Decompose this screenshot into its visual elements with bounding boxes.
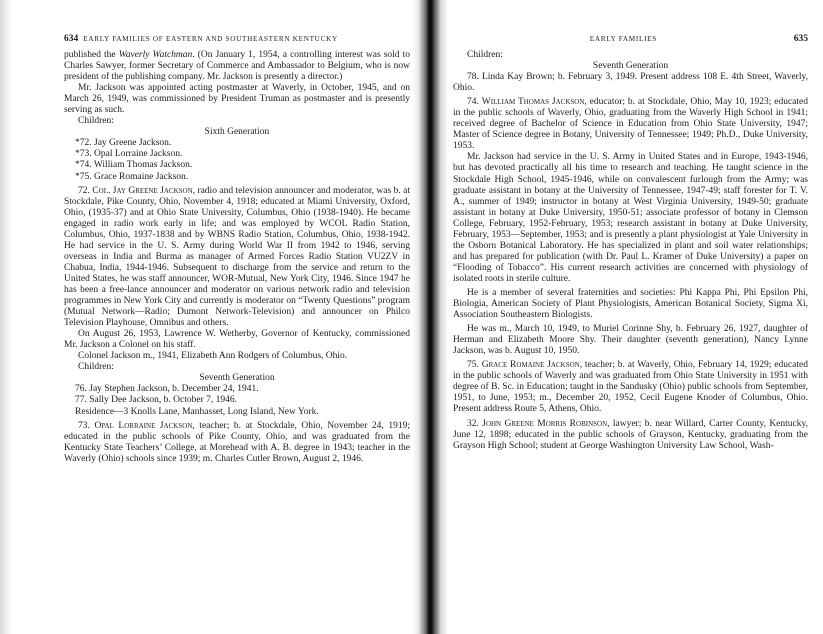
list-item: *74. William Thomas Jackson. (75, 160, 193, 171)
page-number-right: 635 (793, 34, 808, 44)
generation-heading-seventh: Seventh Generation (592, 61, 669, 72)
entry-name: Opal Lorraine Jackson (94, 420, 193, 431)
entry-73: 73. Opal Lorraine Jackson, teacher; b. at Stockdale, Ohio, November 24, 1919; educated in the public schools of Pike County, Ohio, and was graduated from the Kentucky State Teachers’ College, at Morehead with A. B. degree in 1943; teacher in the Waverly (Ohio) schools since 1939; m. Charles Cutler Brown, August 2, 1946. (64, 420, 410, 464)
paragraph-postmaster: Mr. Jackson was appointed acting postmaster at Waverly, in October, 1945, and on March 26, 1949, was commissioned by President Truman as postmaster and is presently serving as such. (64, 83, 410, 116)
entry-74: 74. William Thomas Jackson, educator; b. at Stockdale, Ohio, May 10, 1923; educated in the public schools of Waverly, Ohio, graduating from the Waverly High School in 1941; received degree of Bachelor of Science in Education from Ohio State University, 1947; Master of Science degree in Botany, University of Tennessee; 1949; Ph.D., Duke University, 1953. (453, 97, 809, 152)
paragraph-army-research: Mr. Jackson had service in the U. S. Army in United States and in Europe, 1943-1946, but has devoted practically all his time to research and teaching. He taught science in the Stockdale High School, 1945-1946, while on convalescent furlough from the Army; was graduate assistant in botany at the University of Tennessee, 1947-49; staff forester for T. V. A., summer of 1949; instructor in botany at West Virginia University, 1949-50; graduate assistant in botany at Duke University, 1950-51; associate professor of botany in Clemson College, February, 1952-February, 1953; research assistant in botany at Duke University, February, 1953—September, 1953; and is presently a plant physiologist at Yale University in the Osborn Botanical Laboratory. He has specialized in plant and soil water relationships; and has prepared for publication (with Dr. Paul L. Kramer of Duke University) a paper on “Flooding of Tobacco”. His current research activities are concerned with physiology of isolated roots in sterile culture. (453, 152, 808, 284)
paragraph-colonel: On August 26, 1953, Lawrence W. Wetherby, Governor of Kentucky, commissioned Mr. Jackson a Colonel on his staff. (64, 329, 410, 351)
paragraph-watchman: published the Waverly Watchman. (On January 1, 1954, a controlling interest was sold to Charles Sawyer, former Secretary of Commerce and Ambassador to Belgium, who is now president of the publishing company. Mr. Jackson is presently a director.) (64, 50, 410, 83)
page-edge-shadow (0, 0, 12, 634)
book-gutter-shadow (412, 0, 448, 634)
page-number-left: 634 (64, 34, 79, 44)
entry-name: John Greene Morris Robinson (482, 418, 608, 429)
residence-line: Residence—3 Knolls Lane, Manhasset, Long Island, New York. (75, 406, 319, 417)
entry-75: 75. Grace Romaine Jackson, teacher; b. at Waverly, Ohio, February 14, 1929; educated in the public schools of Waverly and was graduated from Ohio State University in 1951 with degree of B. Sc. in Education; taught in the Sandusky (Ohio) public schools from September, 1951, to June, 1953; m., December 20, 1952, Cecil Eugene Knoder of Columbus, Ohio. Present address Route 5, Athens, Ohio. (453, 360, 809, 415)
list-item: *73. Opal Lorraine Jackson. (75, 149, 183, 160)
running-head-right (453, 34, 808, 48)
entry-name: Grace Romaine Jackson (481, 360, 580, 371)
list-item: 76. Jay Stephen Jackson, b. December 24, 1941. (75, 384, 259, 395)
children-label: Children: (467, 50, 503, 60)
running-head-title-left: EARLY FAMILIES OF EASTERN AND SOUTHEASTERN KENTUCKY (83, 35, 338, 43)
list-item: *75. Grace Romaine Jackson. (75, 171, 189, 182)
generation-heading-sixth: Sixth Generation (204, 127, 270, 138)
entry-78: 78. Linda Kay Brown; b. February 3, 1949. Present address 108 E. 4th Street, Waverly, Ohio. (453, 72, 808, 94)
running-head-left (64, 34, 410, 48)
entry-name: William Thomas Jackson (481, 97, 585, 108)
generation-heading-seventh: Seventh Generation (199, 373, 275, 384)
list-item: 77. Sally Dee Jackson, b. October 7, 1946. (75, 395, 237, 406)
right-page (453, 34, 808, 452)
paragraph-married: Colonel Jackson m., 1941, Elizabeth Ann Rodgers of Columbus, Ohio. (78, 351, 348, 362)
paragraph-marriage: He was m., March 10, 1949, to Muriel Corinne Shy, b. February 26, 1927, daughter of Herman and Elizabeth Moore Shy. Their daughter (seventh generation), Nancy Lynne Jackson, was b. August 10, 1950. (453, 324, 808, 357)
entry-32: 32. John Greene Morris Robinson, lawyer; b. near Willard, Carter County, Kentucky, June 12, 1898; educated in the public schools of Grayson, Kentucky, graduating from the Grayson High School; student at George Washington University Law School, Wash- (453, 418, 809, 451)
entry-name: Col. Jay Greene Jackson (92, 185, 193, 196)
entry-72: 72. Col. Jay Greene Jackson, radio and television announcer and moderator, was b. at Stockdale, Pike County, Ohio, November 4, 1918; educated at Miami University, Oxford, Ohio, (1935-37) and at Ohio State University, Columbus, Ohio (1938-1940). He became engaged in radio work early in life; and was employed by WCOL Radio Station, Columbus, Ohio, 1937-1838 and by WBNS Radio Station, Columbus, Ohio, 1938-1942. He had service in the U. S. Army during World War II from 1942 to 1946, serving overseas in India and Burma as manager of Armed Forces Radio Station VU2ZV in Chabua, India, 1944-1946. Subsequent to discharge from the service and return to the United States, he was staff announcer, WOR-Mutual, New York City, 1946. Since 1947 he has been a free-lance announcer and moderator on various network radio and television programmes in New York City and currently is moderator on “Twenty Questions” program (Mutual Network—Radio; Dumont Network-Television) and announcer on Philco Television Playhouse, Omnibus and others. (64, 185, 410, 329)
left-page (64, 34, 410, 465)
publication-title: Waverly Watchman (118, 50, 193, 60)
children-label: Children: (78, 116, 114, 127)
running-head-title-right: EARLY FAMILIES (589, 35, 657, 43)
list-item: *72. Jay Greene Jackson. (75, 138, 172, 149)
children-label: Children: (78, 362, 114, 373)
paragraph-societies: He is a member of several fraternities and societies: Phi Kappa Phi, Phi Epsilon Phi, Biologia, American Society of Plant Physiologists, American Botanical Society, Sigma Xi, Association Southeastern Biologists. (453, 287, 808, 321)
